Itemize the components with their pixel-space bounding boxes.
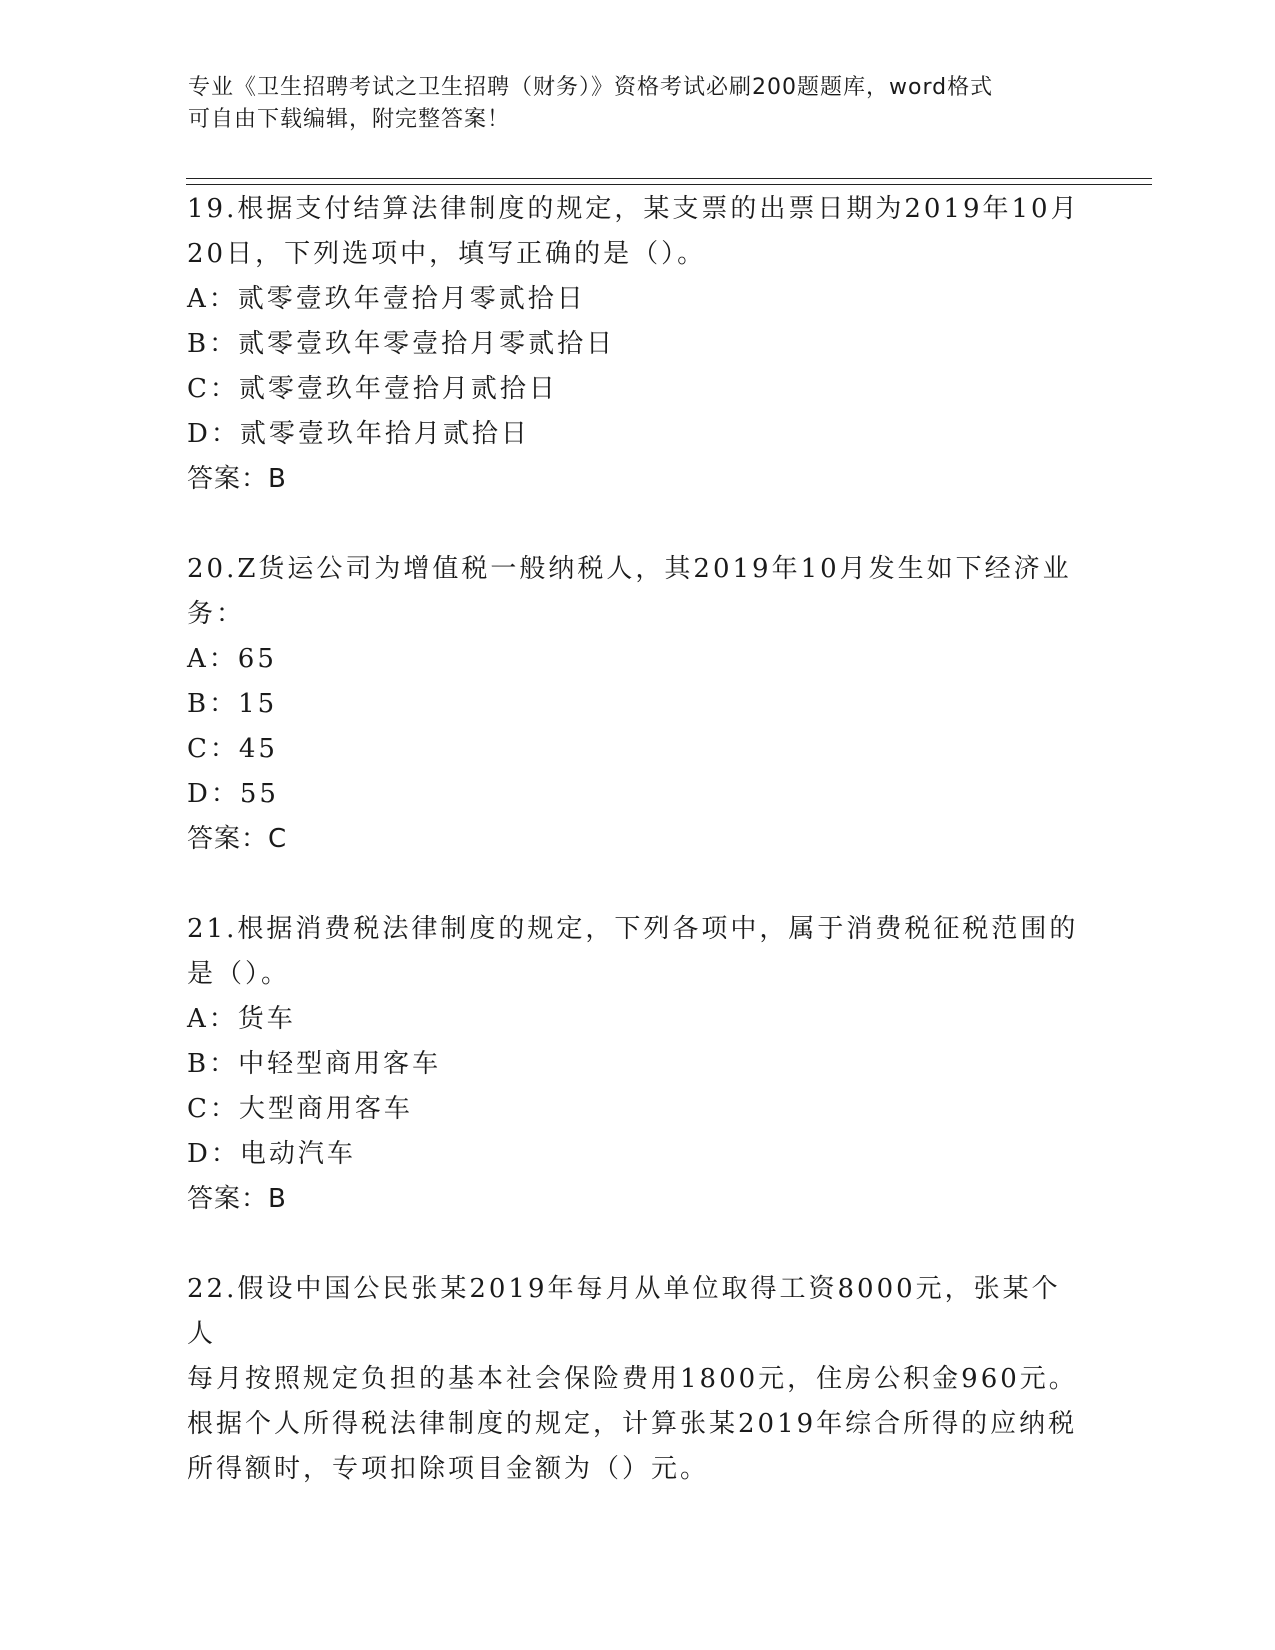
header-line-1: 专业《卫生招聘考试之卫生招聘（财务）》资格考试必刷200题题库，word格式 <box>188 75 994 100</box>
header-divider-bottom <box>186 184 1152 185</box>
question-stem <box>187 907 1087 997</box>
stem-line: 所得额时，专项扣除项目金额为（）元。 <box>187 1454 710 1484</box>
option-a: A：货车 <box>187 1004 296 1034</box>
question-spacer <box>187 862 1087 907</box>
option-b: B：贰零壹玖年零壹拾月零贰拾日 <box>187 329 616 359</box>
stem-line: 每月按照规定负担的基本社会保险费用1800元，住房公积金960元。 <box>187 1364 1078 1394</box>
question-list <box>187 187 1087 1492</box>
option-c: C：贰零壹玖年壹拾月贰拾日 <box>187 374 558 404</box>
question-22 <box>187 1267 1087 1492</box>
question-spacer <box>187 502 1087 547</box>
option-a: A：贰零壹玖年壹拾月零贰拾日 <box>187 284 586 314</box>
stem-line: 务： <box>187 599 246 629</box>
question-stem <box>187 1267 1087 1492</box>
stem-line: 20日，下列选项中，填写正确的是（）。 <box>187 239 707 269</box>
option-d: D：电动汽车 <box>187 1139 356 1169</box>
stem-line: 是（）。 <box>187 959 291 989</box>
question-spacer <box>187 1222 1087 1267</box>
document-header <box>188 72 1078 136</box>
option-d: D：贰零壹玖年拾月贰拾日 <box>187 419 530 449</box>
header-divider-top <box>186 178 1152 179</box>
question-21 <box>187 907 1087 1222</box>
stem-line: 19.根据支付结算法律制度的规定，某支票的出票日期为2019年10月 <box>187 194 1080 224</box>
stem-line: 根据个人所得税法律制度的规定，计算张某2019年综合所得的应纳税 <box>187 1409 1078 1439</box>
option-b: B：中轻型商用客车 <box>187 1049 442 1079</box>
option-b: B：15 <box>187 689 278 719</box>
question-20 <box>187 547 1087 862</box>
question-19 <box>187 187 1087 502</box>
header-line-2: 可自由下载编辑，附完整答案！ <box>188 107 511 132</box>
stem-line: 22.假设中国公民张某2019年每月从单位取得工资8000元，张某个人 <box>187 1274 1061 1349</box>
answer-line: 答案：B <box>187 1184 287 1214</box>
stem-line: 21.根据消费税法律制度的规定，下列各项中，属于消费税征税范围的 <box>187 914 1079 944</box>
answer-line: 答案：B <box>187 464 287 494</box>
question-stem <box>187 187 1087 277</box>
option-a: A：65 <box>187 644 277 674</box>
stem-line: 20.Z货运公司为增值税一般纳税人，其2019年10月发生如下经济业 <box>187 554 1072 584</box>
question-stem <box>187 547 1087 637</box>
option-c: C：45 <box>187 734 278 764</box>
option-c: C：大型商用客车 <box>187 1094 413 1124</box>
option-d: D：55 <box>187 779 279 809</box>
answer-line: 答案：C <box>187 824 288 854</box>
